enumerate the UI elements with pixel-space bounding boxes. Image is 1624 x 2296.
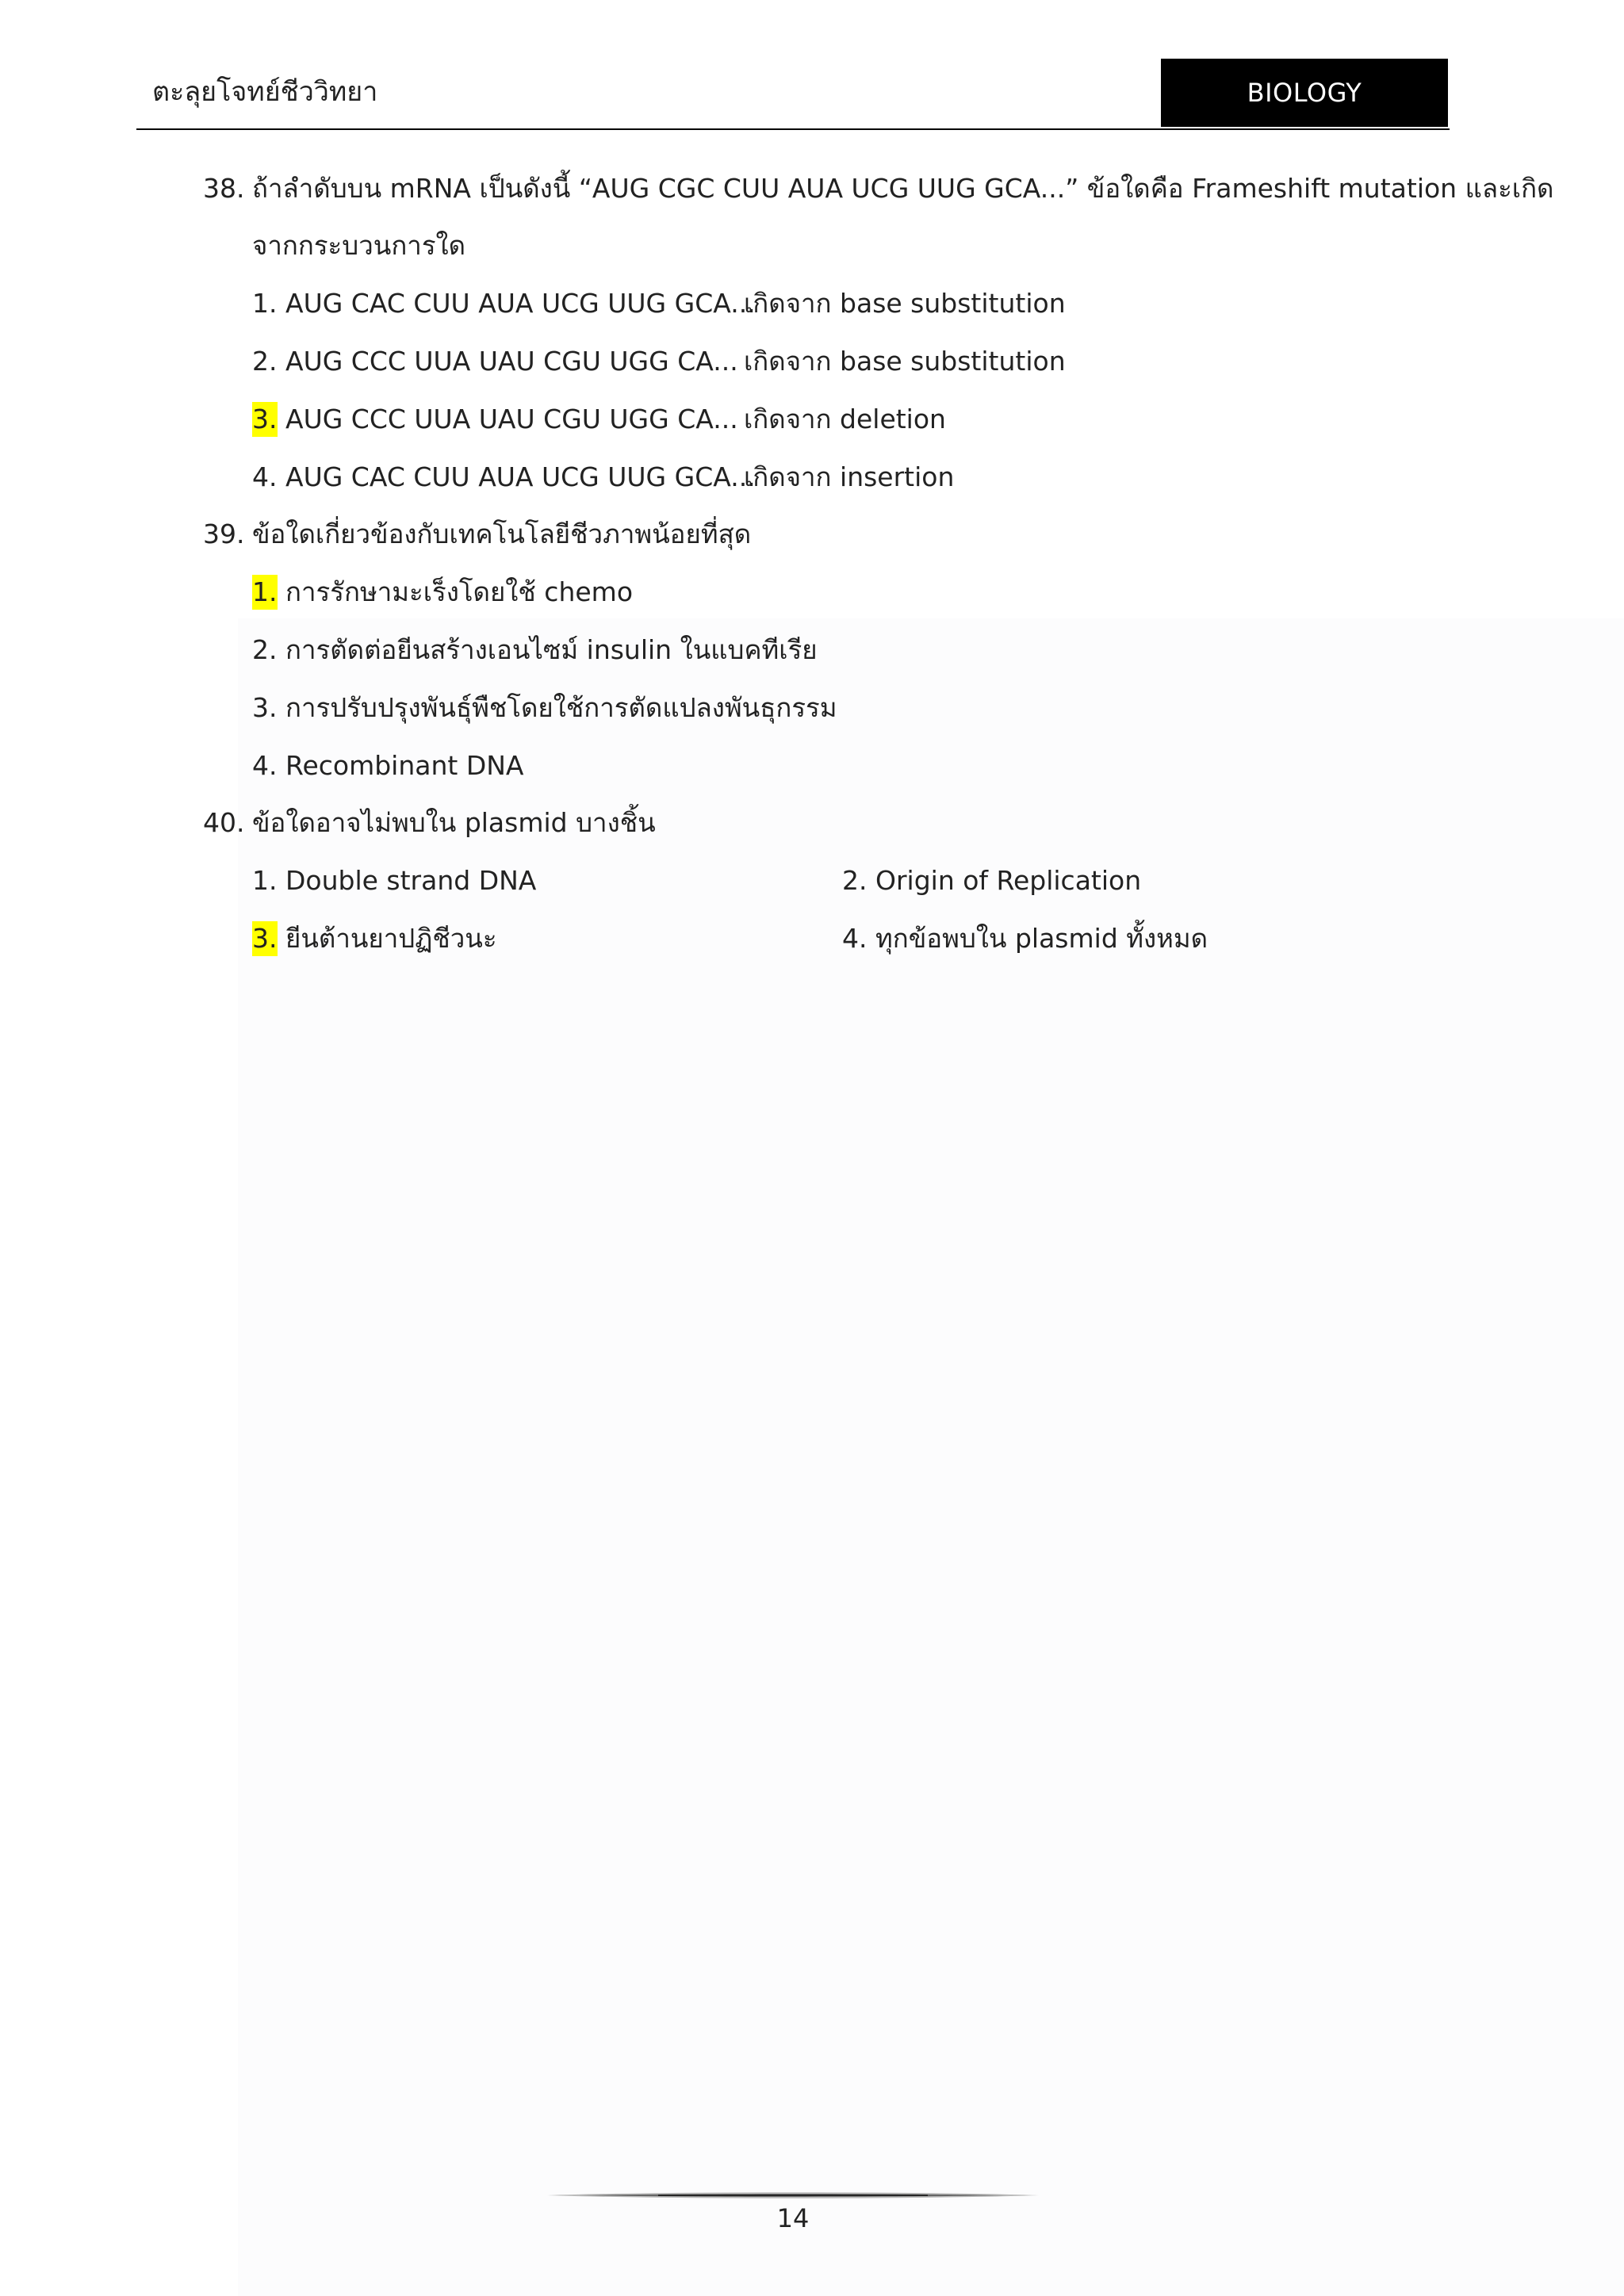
choice-mark: 4. — [252, 461, 278, 492]
choice-sequence: AUG CAC CUU AUA UCG UUG GCA... — [285, 461, 756, 492]
choice-text: Origin of Replication — [875, 865, 1142, 896]
choice-sequence: AUG CCC UUA UAU CGU UGG CA... — [285, 346, 738, 377]
choice-39-3[interactable] — [252, 691, 837, 725]
choice-text: ทุกข้อพบใน plasmid ทั้งหมด — [875, 923, 1208, 954]
choice-mark: 2. — [252, 346, 278, 377]
choice-sequence: AUG CAC CUU AUA UCG UUG GCA... — [285, 288, 756, 319]
choice-text: ยีนต้านยาปฏิชีวนะ — [285, 923, 497, 954]
choice-mark: 4. — [252, 750, 278, 781]
question-number: 40. — [203, 807, 245, 838]
question-text: ข้อใดเกี่ยวข้องกับเทคโนโลยีชีวภาพน้อยที่สุด — [252, 519, 752, 549]
footer-flourish — [547, 2190, 1039, 2201]
choice-mark: 2. — [842, 865, 868, 896]
subject-badge-label: BIOLOGY — [1247, 78, 1362, 108]
choice-cause: เกิดจาก insertion — [744, 461, 955, 492]
answer-highlight-mark: 1. — [252, 575, 278, 610]
choice-mark: 4. — [842, 923, 868, 954]
choice-text: Recombinant DNA — [285, 750, 524, 781]
page-number: 14 — [776, 2203, 810, 2233]
choice-40-1[interactable] — [252, 863, 536, 898]
question-text: ถ้าลำดับบน mRNA เป็นดังนี้ “AUG CGC CUU AUA UCG UUG GCA...” ข้อใดคือ Frameshift mutation และเกิด — [252, 173, 1554, 204]
question-text: ข้อใดอาจไม่พบใน plasmid บางชิ้น — [252, 807, 656, 838]
choice-text: การปรับปรุงพันธุ์พืชโดยใช้การตัดแปลงพันธุกรรม — [285, 692, 837, 723]
choice-cause: เกิดจาก deletion — [744, 404, 946, 434]
choice-text: การรักษามะเร็งโดยใช้ chemo — [285, 576, 634, 607]
question-text-continued: จากกระบวนการใด — [252, 230, 466, 261]
choice-39-4[interactable] — [252, 748, 524, 783]
choice-cause: เกิดจาก base substitution — [744, 346, 1066, 377]
choice-text: การตัดต่อยีนสร้างเอนไซม์ insulin ในแบคทีเรีย — [285, 634, 818, 665]
choice-mark: 1. — [252, 865, 278, 896]
choice-mark: 2. — [252, 634, 278, 665]
choice-sequence: AUG CCC UUA UAU CGU UGG CA... — [285, 404, 738, 434]
answer-highlight-mark: 3. — [252, 402, 278, 437]
choice-40-2[interactable] — [842, 863, 1141, 898]
choice-39-1[interactable] — [252, 575, 633, 610]
question-number: 39. — [203, 519, 245, 549]
subject-badge — [1161, 59, 1448, 127]
choice-39-2[interactable] — [252, 633, 818, 668]
document-title: ตะลุยโจทย์ชีววิทยา — [152, 76, 378, 108]
choice-text: Double strand DNA — [285, 865, 537, 896]
choice-mark: 3. — [252, 692, 278, 723]
choice-40-3[interactable] — [252, 921, 497, 956]
answer-highlight-mark: 3. — [252, 921, 278, 956]
choice-cause: เกิดจาก base substitution — [744, 288, 1066, 319]
choice-mark: 1. — [252, 288, 278, 319]
question-number: 38. — [203, 173, 245, 204]
choice-40-4[interactable] — [842, 921, 1208, 956]
header-divider — [136, 128, 1450, 130]
